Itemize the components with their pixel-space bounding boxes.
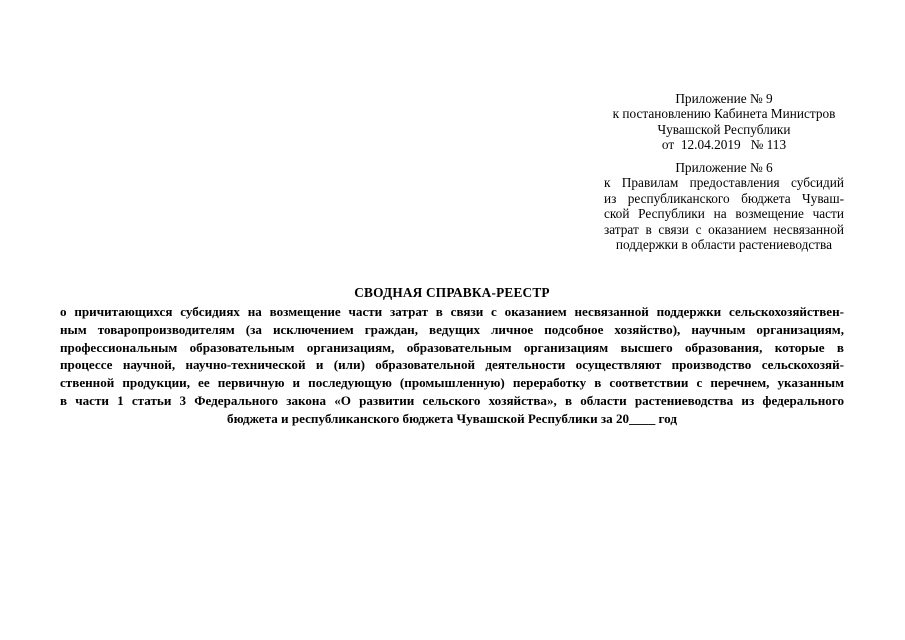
document-description <box>60 303 844 428</box>
appendix-9-title: Приложение № 9 <box>675 91 773 106</box>
description-line: бюджета и республиканского бюджета Чувашской Республики за 20____ год <box>227 410 677 426</box>
appendix-6-line: затрат в связи с оказанием несвязанной <box>604 221 844 237</box>
description-line: ственной продукции, ее первичную и последующую (промышленную) переработку в соответствии с перечнем, указанным <box>60 375 844 391</box>
description-line: в части 1 статьи 3 Федерального закона «О развитии сельского хозяйства», в области растениеводства из федерального <box>60 392 844 408</box>
appendix-9-block <box>604 91 844 153</box>
description-line: профессиональным образовательным организациям, образовательным организациям высшего образования, которые в <box>60 339 844 355</box>
appendix-6-line: из республиканского бюджета Чуваш- <box>604 190 844 206</box>
appendix-6-title: Приложение № 6 <box>675 160 773 175</box>
appendix-6-line: к Правилам предоставления субсидий <box>604 175 844 191</box>
appendix-9-date-number: от 12.04.2019 № 113 <box>661 137 787 153</box>
appendix-9-line: к постановлению Кабинета Министров <box>612 106 836 122</box>
document-title: СВОДНАЯ СПРАВКА-РЕЕСТР <box>354 285 550 300</box>
appendix-6-line: поддержки в области растениеводства <box>615 237 833 253</box>
appendix-6-line: ской Республики на возмещение части <box>604 206 844 222</box>
description-line: ным товаропроизводителям (за исключением граждан, ведущих личное подсобное хозяйство), научным организациям, <box>60 321 844 337</box>
description-line: процессе научной, научно-технической и (или) образовательной деятельности осуществляют производство сельскохозяй- <box>60 357 844 373</box>
description-line: о причитающихся субсидиях на возмещение части затрат в связи с оказанием несвязанной поддержки сельскохозяйствен- <box>60 304 844 319</box>
appendix-6-block <box>604 160 844 252</box>
appendix-9-line: Чувашской Республики <box>657 121 791 137</box>
